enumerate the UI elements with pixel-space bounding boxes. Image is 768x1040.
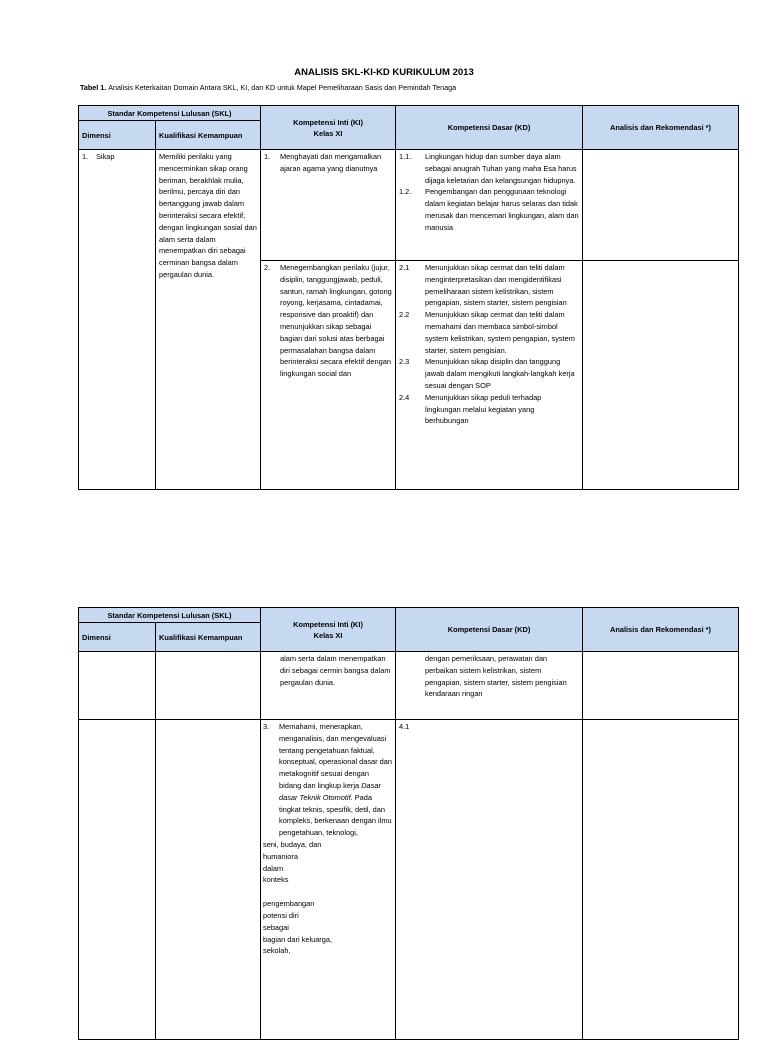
cell-ki-2: [261, 261, 396, 490]
cell-ki-1: [261, 150, 396, 261]
ki-text: Menghayati dan mengamalkan ajaran agama yang dianutnya: [280, 152, 382, 173]
cell-dimensi-sikap: [79, 150, 156, 490]
ki-text: Menegembangkan perilaku (jujur, disiplin, tanggungjawab, peduli, santun, ramah lingkungan, gotong royong, kerjasama, cintadamai, responsive dan proaktif) dan menunjukkan sikap sebagai bagian dari solusi atas berbagai permasalahan bangsa dalam berinteraksi secara efektif dengan lingkungan social dan: [280, 263, 392, 379]
document-title: ANALISIS SKL-KI-KD KURIKULUM 2013: [294, 67, 474, 78]
header-kualifikasi: Kualifikasi Kemampuan: [156, 121, 261, 150]
header-skl: Standar Kompetensi Lulusan (SKL): [79, 608, 261, 623]
header-ki: [261, 608, 396, 652]
ki-item-3: [263, 721, 392, 839]
ki-item-2: [264, 262, 392, 380]
cell-kd-2: [396, 261, 583, 490]
cell-ki-2-cont: [261, 652, 396, 720]
caption-label: Tabel 1.: [80, 83, 107, 92]
dimensi-number: 1.: [82, 152, 89, 161]
ki3-text-italic: Dasar dasar Teknik Otomotif: [279, 780, 381, 802]
kd-number: 1.1.: [399, 152, 412, 161]
ki-text: alam serta dalam menempatkan diri sebagai cermin bangsa dalam pergaulan dunia.: [280, 654, 391, 687]
kd-item-2-1: [399, 262, 579, 309]
ki3-text-a: Memahami, menerapkan, menganalisis, dan mengevaluasi tentang pengetahuan faktual, konseptual, operasional dasar dan metakognitif sesuai dengan bidang dan lingkup kerja: [279, 722, 393, 790]
ki-number: 2.: [264, 263, 271, 272]
kd-number: 2.3: [399, 357, 410, 367]
kd-text: Menunjukkan sikap cermat dan teliti dalam memahami dan membaca simbol-simbol system kelistrikan, system pengapian, system starter, sistem pengisian.: [425, 310, 575, 355]
ki3-text-d1: pengembangan: [263, 899, 315, 909]
header-dimensi: Dimensi: [79, 121, 156, 150]
kd-number: 2.2: [399, 310, 410, 320]
kd-text: Pengembangan dan penggunaan teknologi dalam kegiatan belajar harus selaras dan tidak merusak dan mencemari lingkungan, alam dan manusia: [425, 187, 579, 232]
table-caption: [80, 83, 456, 92]
header-kualifikasi: Kualifikasi Kemampuan: [156, 623, 261, 652]
header-analisis: Analisis dan Rekomendasi *): [583, 106, 739, 150]
cell-dimensi-cont: [79, 652, 156, 720]
header-ki-line1: Kompetensi Inti (KI): [293, 619, 363, 629]
ki3-text-d2: potensi diri: [263, 910, 299, 920]
cell-kd-3: [396, 720, 583, 1040]
cell-kualifikasi: Memiliki perilaku yang mencerminkan sikap orang beriman, berakhlak mulia, berilmu, percaya diri dan bertanggung jawab dalam berinteraksi secara efektif, dengan lingkungan sosial dan alam serta dalam menempatkan diri sebagai cerminan bangsa dalam pergaulan dunia.: [156, 150, 261, 490]
cell-dimensi-3: [79, 720, 156, 1040]
analysis-table-page-1: [78, 105, 739, 490]
kd-text: dengan pemeriksaan, perawatan dan perbaikan sistem kelistrikan, sistem pengapian, sistem starter, sistem pengisian kendaraan ringan: [425, 654, 567, 699]
kd-text: Lingkungan hidup dan sumber daya alam sebagai anugrah Tuhan yang maha Esa harus dijaga keletarian dan kelangsungan hidupnya.: [425, 152, 577, 185]
ki3-text-c4: konteks: [263, 875, 289, 885]
header-kd: Kompetensi Dasar (KD): [396, 608, 583, 652]
cell-analisis-3: [583, 720, 739, 1040]
ki3-text-b: . Pada tingkat teknis, spesifik, detil, dan kompleks, berkenaan dengan ilmu pengetahuan, teknologi,: [279, 792, 392, 838]
kd-text: Menunjukkan sikap cermat dan teliti dalam menginterpretasikan dan mengidentifikasi pemeliharaan sistem kelistrikan, sistem pengapian, sistem starter, sistem pengisian: [425, 263, 567, 308]
kd-item-2-4: [399, 392, 579, 427]
header-ki-line1: Kompetensi Inti (KI): [293, 117, 363, 127]
cell-analisis-cont: [583, 652, 739, 720]
header-ki-line2: Kelas XI: [313, 630, 343, 640]
kd-item-1-2: [399, 186, 579, 233]
kd-text: Menunjukkan sikap disiplin dan tanggung jawab dalam mengikuti langkah-langkah kerja sesuai dengan SOP: [425, 357, 575, 390]
ki-number: 1.: [264, 152, 271, 161]
cell-analisis-1: [583, 150, 739, 261]
kd-item-1-1: [399, 151, 579, 186]
header-analisis: Analisis dan Rekomendasi *): [583, 608, 739, 652]
cell-ki-3: [261, 720, 396, 1040]
kd-number: 2.4: [399, 392, 410, 402]
kd-item-2-3: [399, 356, 579, 391]
header-ki-line2: Kelas XI: [313, 128, 343, 138]
cell-analisis-2: [583, 261, 739, 490]
cell-kualifikasi-cont: [156, 652, 261, 720]
ki-item-2-cont: [264, 653, 392, 688]
kd-item-2-4-cont: [399, 653, 579, 700]
ki3-text-d4: bagian dari keluarga,: [263, 934, 333, 944]
kd-number: 1.2.: [399, 187, 412, 197]
dimensi-label: Sikap: [96, 152, 115, 161]
ki3-text-c1: seni, budaya, dan: [263, 839, 322, 849]
ki-item-1: [264, 151, 392, 175]
cell-kualifikasi-3: [156, 720, 261, 1040]
kd-item-2-2: [399, 309, 579, 356]
analysis-table-page-2: [78, 607, 739, 1040]
caption-text: Analisis Keterkaitan Domain Antara SKL, KI, dan KD untuk Mapel Pemeliharaan Sasis dan Pemindah Tenaga: [108, 83, 457, 92]
header-dimensi: Dimensi: [79, 623, 156, 652]
ki3-text-d3: sebagai: [263, 922, 289, 932]
ki-text: [279, 721, 392, 839]
header-skl: Standar Kompetensi Lulusan (SKL): [79, 106, 261, 121]
cell-kd-1: [396, 150, 583, 261]
kd-number: 4.1: [399, 722, 410, 731]
ki3-text-c3: dalam: [263, 863, 284, 873]
cell-kd-2-cont: [396, 652, 583, 720]
header-kd: Kompetensi Dasar (KD): [396, 106, 583, 150]
ki-number: 3.: [263, 722, 270, 731]
kd-item-4-1: [399, 721, 579, 733]
header-ki: [261, 106, 396, 150]
ki3-text-d5: sekolah,: [263, 946, 291, 956]
ki3-text-c2: humaniora: [263, 851, 298, 861]
kd-number: 2.1: [399, 263, 410, 272]
kd-text: Menunjukkan sikap peduli terhadap lingkungan melalui kegiatan yang berhubungan: [425, 392, 542, 426]
